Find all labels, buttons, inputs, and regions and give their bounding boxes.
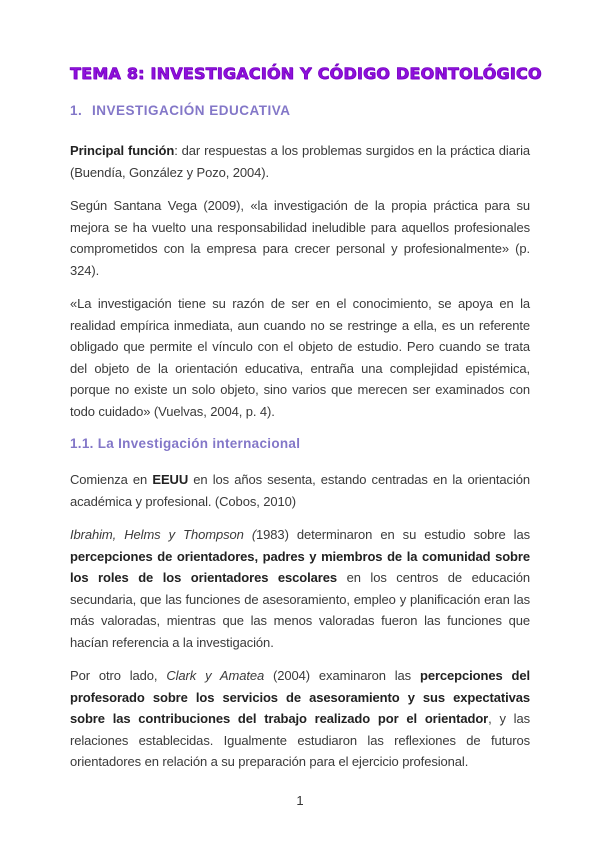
text-run: Clark y Amatea [166,668,265,683]
paragraph-principal-funcion [70,140,530,183]
page-number: 1 [296,793,304,808]
paragraph-ibrahim-helms-thompson [70,524,530,653]
text-run: «La investigación tiene su razón de ser en el conocimiento, se apoya en la realidad empírica inmediata, aun cuando no se restringe a ella, es un referente obligado que permite el vínculo con el objeto de estudio. Pero cuando se trata del objeto de la orientación educativa, entraña una complejidad epistémica, porque no existe un solo objeto, sino varios que merecen ser examinados con todo cuidado» (Vuelvas, 2004, p. 4). [70,296,530,419]
text-run: Principal función [70,143,175,158]
text-run: Por otro lado, [70,668,167,683]
text-run: Comienza en [70,472,153,487]
subsection-number: 1.1. [70,436,94,451]
paragraph-vuelvas-quote [70,293,530,422]
section-heading-1 [70,103,530,119]
text-run: : dar respuestas a los problemas surgidos en la práctica diaria (Buendía, González y Pozo, 2004). [70,143,530,180]
paragraph-santana-vega-quote [70,195,530,281]
text-run: Según Santana Vega (2009), «la investigación de la propia práctica para su mejora se ha vuelto una responsabilidad ineludible para aquellos profesionales comprometidos con la empresa para crecer personal y profesionalmente» (p. 324). [70,198,530,278]
text-run: percepciones del profesorado sobre los servicios de asesoramiento y sus expectativas sobre las contribuciones del trabajo realizado por el orientador [70,668,530,726]
section-label: INVESTIGACIÓN EDUCATIVA [92,103,291,118]
text-run: percepciones de orientadores, padres y miembros de la comunidad sobre los roles de los orientadores escolares [70,548,530,585]
page-content [70,64,542,785]
text-run: en los años sesenta, estando centradas en la orientación académica y profesional. (Cobos, 2010) [70,472,531,509]
section-number: 1. [70,103,83,118]
text-run: (2004) examinaron las [264,668,420,683]
subsection-label: La Investigación internacional [97,436,301,451]
paragraph-clark-amatea [70,665,530,773]
paragraph-comienza-eeuu [70,469,530,512]
text-run: 1983) determinaron en su estudio sobre las [256,527,530,542]
text-run: , y las relaciones establecidas. Igualmente estudiaron las reflexiones de futuros orientadores en relación a su preparación para el ejercicio profesional. [70,711,530,769]
subsection-heading-1-1 [70,436,530,452]
text-run: EEUU [152,472,189,487]
document-title: TEMA 8: INVESTIGACIÓN Y CÓDIGO DEONTOLÓGICO [70,64,542,83]
text-run: en los centros de educación secundaria, que las funciones de asesoramiento, empleo y planificación eran las más valoradas, mientras que las menos valoradas fueron las funciones que hacían referencia a la investigación. [70,570,530,650]
text-run: Ibrahim, Helms y Thompson ( [70,527,257,542]
